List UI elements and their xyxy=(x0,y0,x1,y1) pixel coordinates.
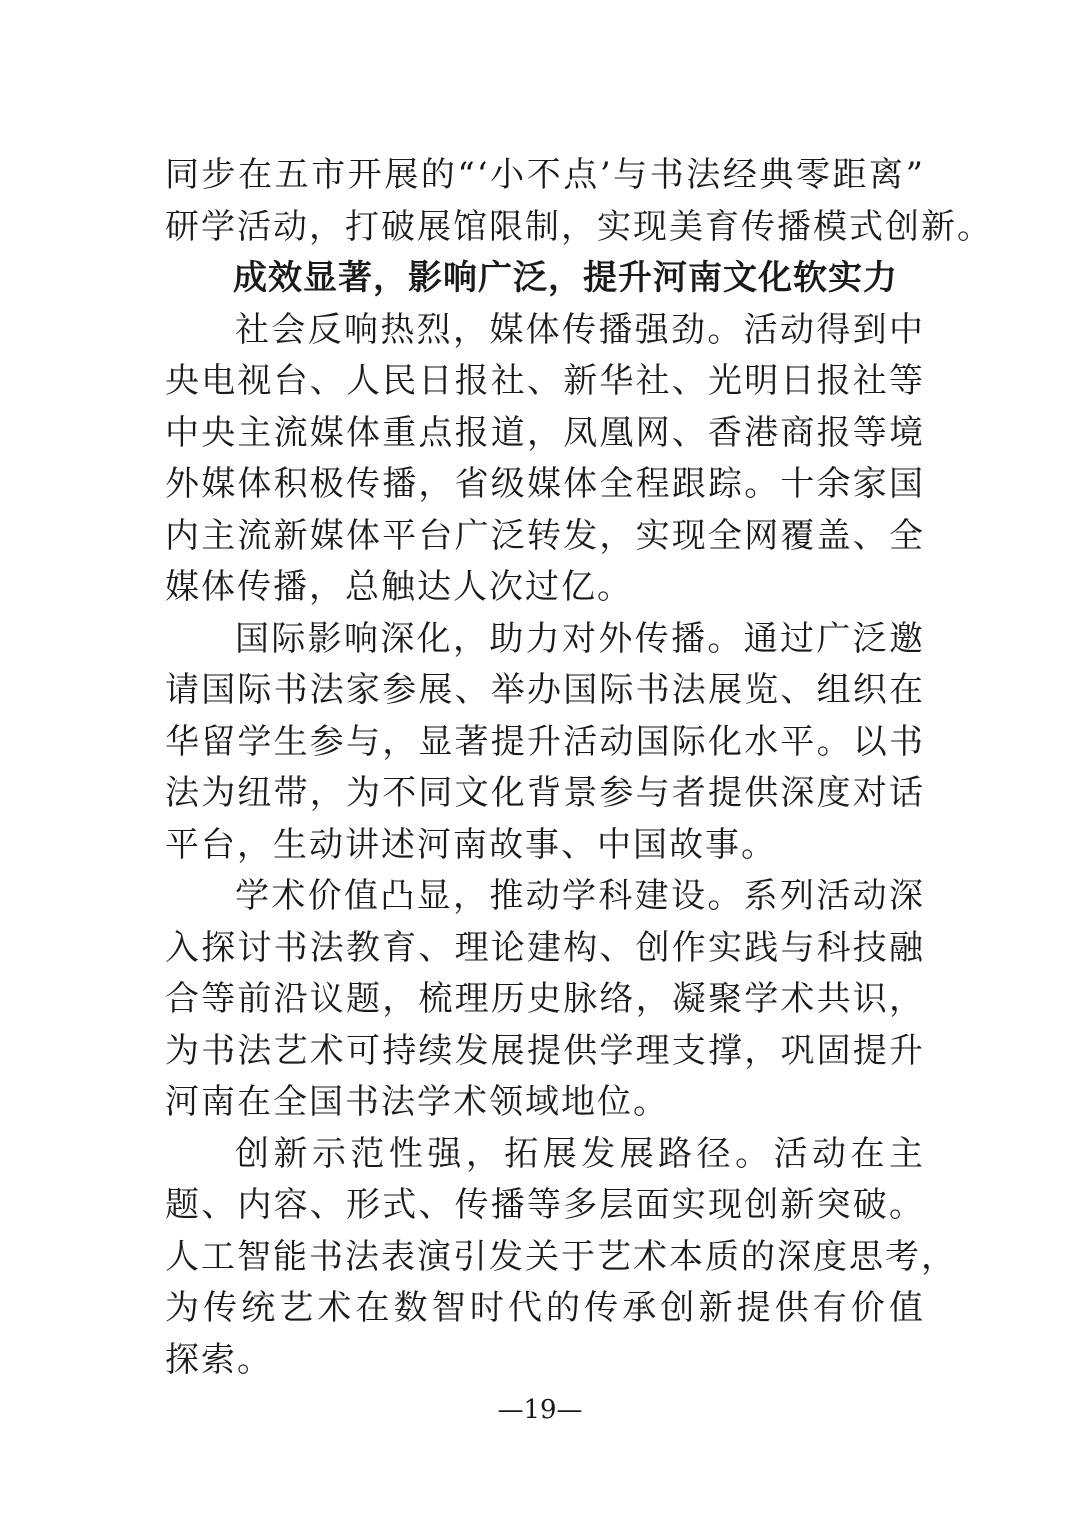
paragraph-line: 人工智能书法表演引发关于艺术本质的深度思考， xyxy=(165,1236,957,1277)
paragraph-line: 题、内容、形式、传播等多层面实现创新突破。 xyxy=(165,1185,925,1225)
paragraph-line: 媒体传播，总触达人次过亿。 xyxy=(165,567,633,607)
intro-line: 同步在五市开展的“‘小不点’与书法经典零距离” xyxy=(165,155,925,195)
paragraph-line: 中央主流媒体重点报道，凤凰网、香港商报等境 xyxy=(165,412,925,453)
paragraph-line: 探索。 xyxy=(165,1339,273,1380)
intro-line: 研学活动，打破展馆限制，实现美育传播模式创新。 xyxy=(165,206,993,247)
paragraph-line: 央电视台、人民日报社、新华社、光明日报社等 xyxy=(165,361,925,401)
paragraph-line: 请国际书法家参展、举办国际书法展览、组织在 xyxy=(165,670,925,710)
paragraph-line: 社会反响热烈，媒体传播强劲。活动得到中 xyxy=(235,309,925,350)
paragraph-line: 法为纽带，为不同文化背景参与者提供深度对话 xyxy=(165,773,925,813)
paragraph-line: 创新示范性强，拓展发展路径。活动在主 xyxy=(235,1133,925,1174)
paragraph-line: 为传统艺术在数智时代的传承创新提供有价值 xyxy=(165,1288,925,1328)
paragraph-line: 入探讨书法教育、理论建构、创作实践与科技融 xyxy=(165,927,925,968)
paragraph-line: 河南在全国书法学术领域地位。 xyxy=(165,1082,669,1122)
paragraph-line: 学术价值凸显，推动学科建设。系列活动深 xyxy=(235,876,925,916)
body-text xyxy=(165,150,993,1386)
paragraph-line: 平台，生动讲述河南故事、中国故事。 xyxy=(165,824,777,865)
paragraph-line: 外媒体积极传播，省级媒体全程跟踪。十余家国 xyxy=(165,464,925,504)
paragraph-line: 国际影响深化，助力对外传播。通过广泛邀 xyxy=(235,618,925,659)
paragraph-line: 合等前沿议题，梳理历史脉络，凝聚学术共识， xyxy=(165,979,925,1019)
section-heading: 成效显著，影响广泛，提升河南文化软实力 xyxy=(233,258,898,298)
paragraph-line: 为书法艺术可持续发展提供学理支撑，巩固提升 xyxy=(165,1030,925,1071)
paragraph-line: 内主流新媒体平台广泛转发，实现全网覆盖、全 xyxy=(165,515,925,556)
page-number: —19— xyxy=(497,1395,583,1425)
paragraph-line: 华留学生参与，显著提升活动国际化水平。以书 xyxy=(165,721,925,762)
